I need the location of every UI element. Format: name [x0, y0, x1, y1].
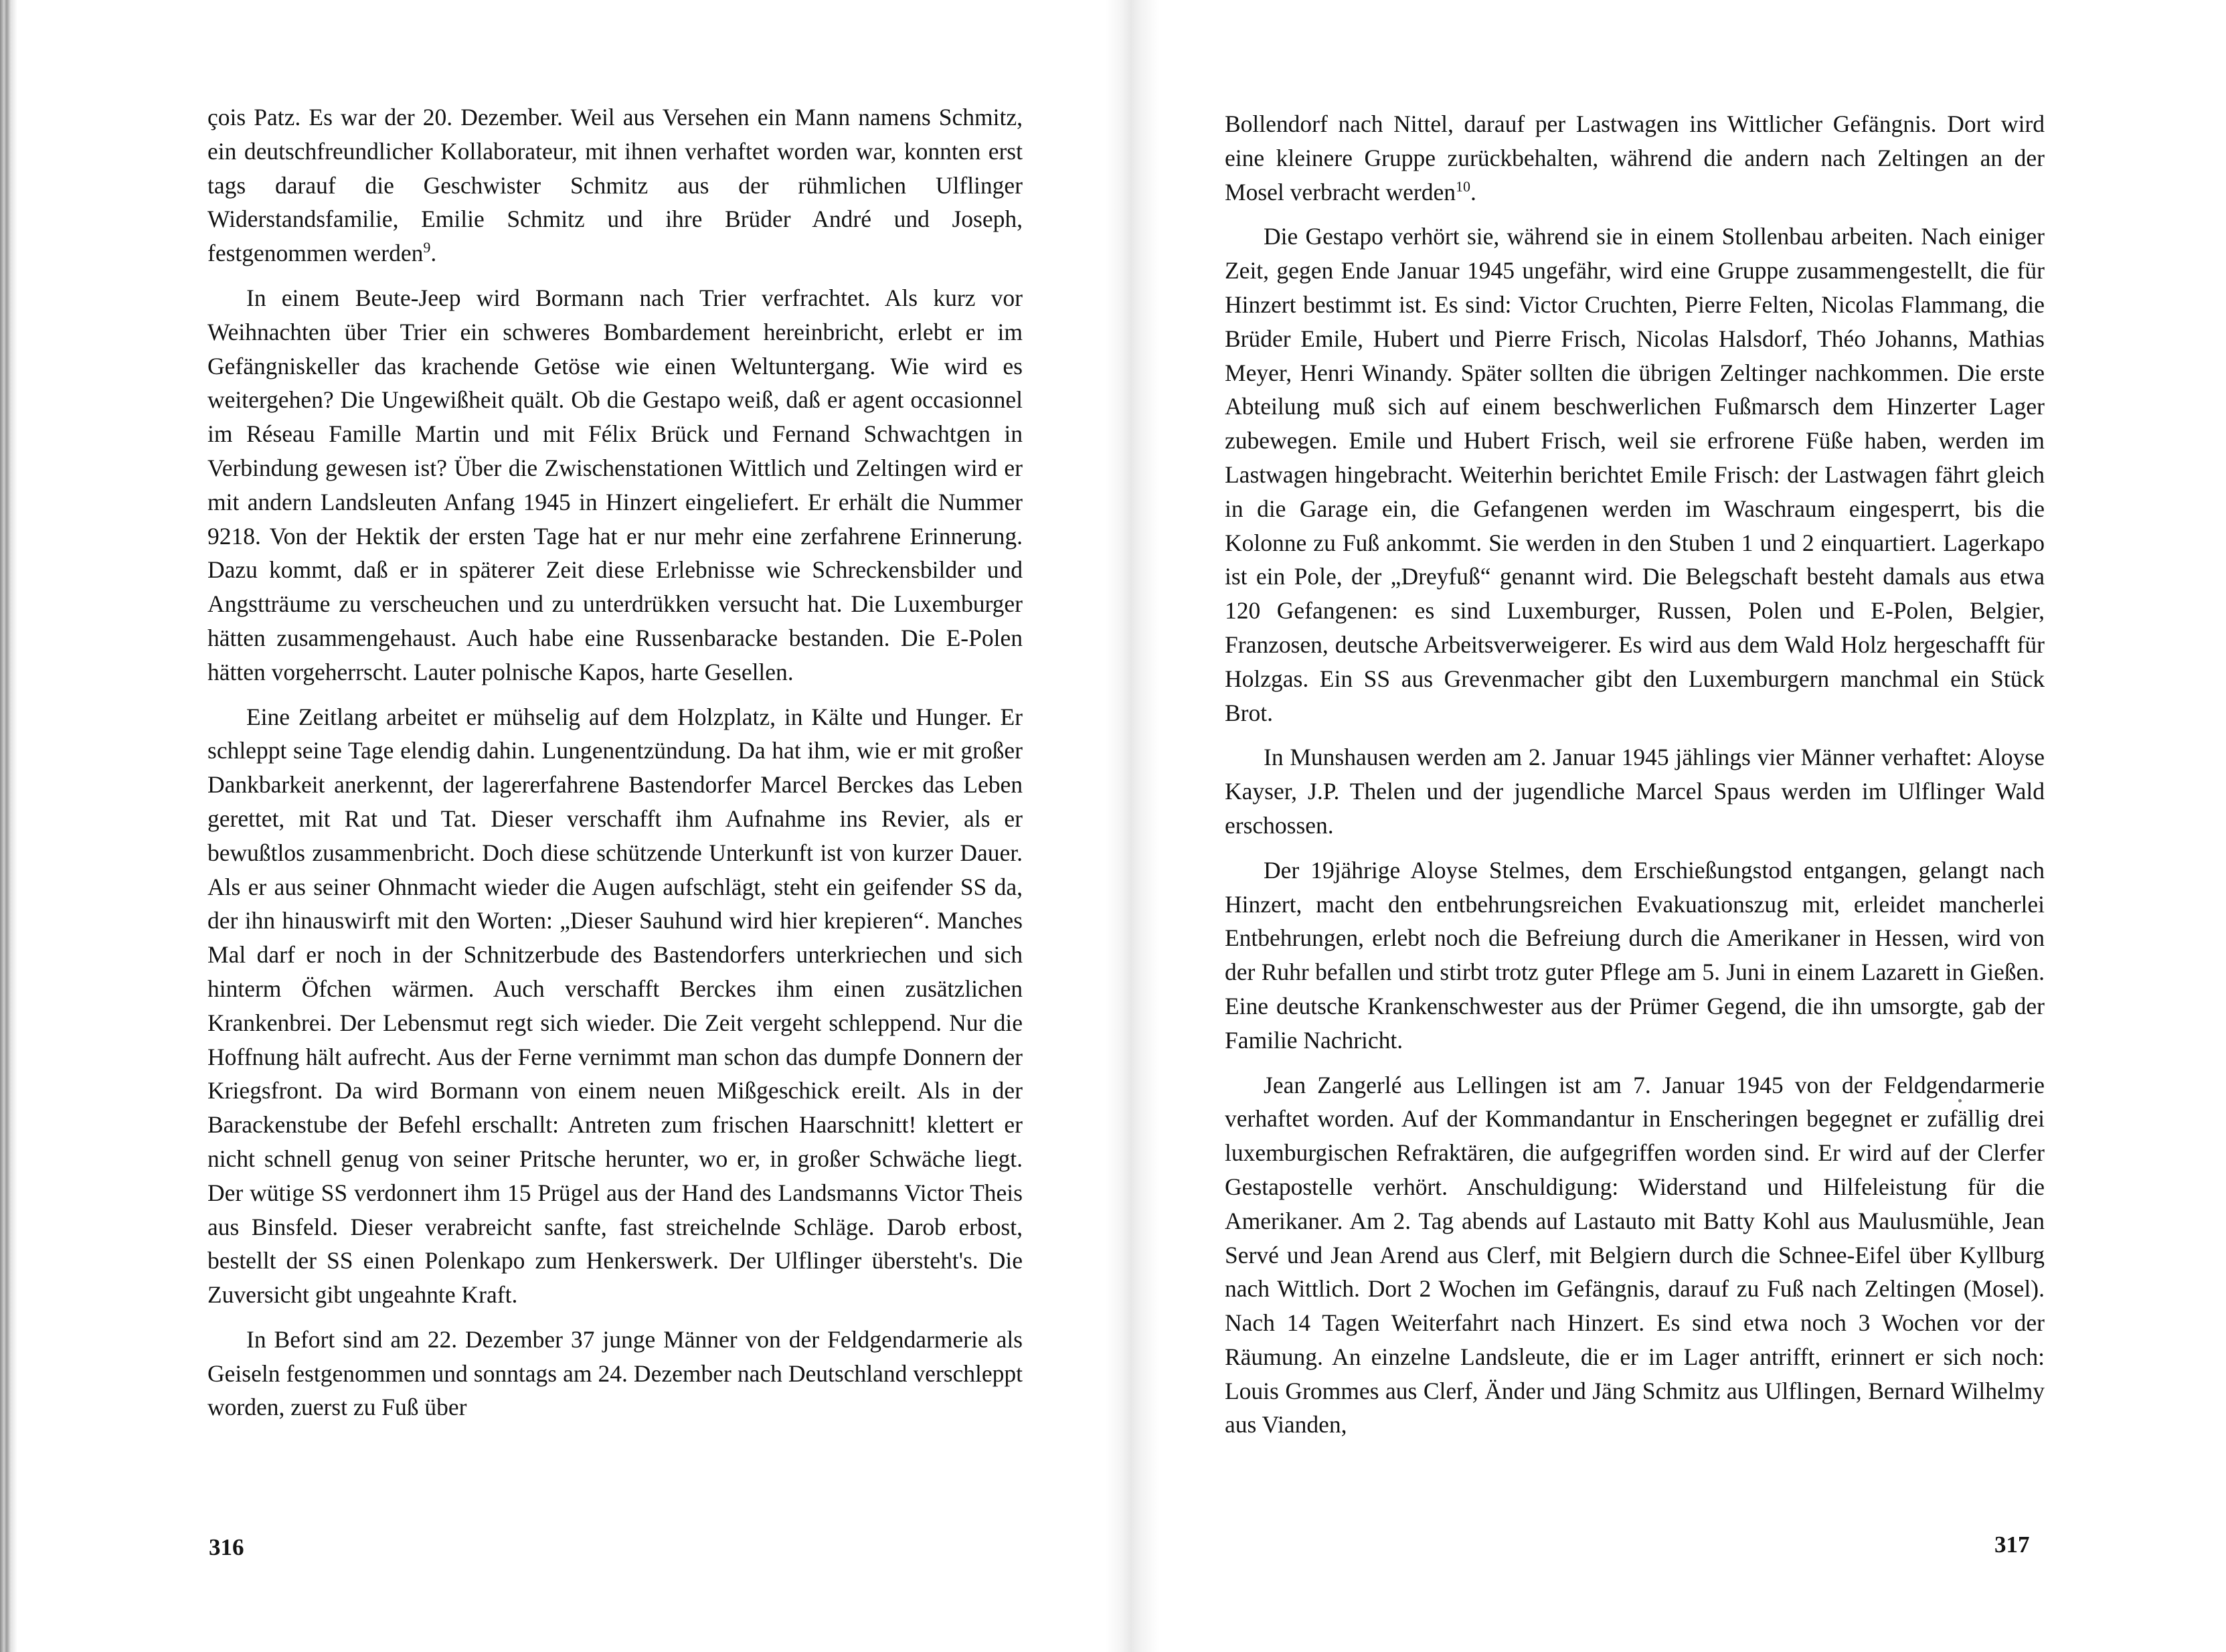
paragraph: Bollendorf nach Nittel, darauf per Lastwagen ins Wittlicher Gefängnis. Dort wird eine kleinere Gruppe zurückbehalten, während die andern nach Zeltingen an der Mosel verbracht werden$^{10}$. — [1225, 110, 2045, 205]
footnote-marker: 10 — [1456, 177, 1470, 195]
paragraph: Eine Zeitlang arbeitet er mühselig auf dem Holzplatz, in Kälte und Hunger. Er schleppt seine Tage elendig dahin. Lungenentzündung. Da hat ihm, wie er mit großer Dankbarkeit anerkennt, der lagererfahrene Bastendorfer Marcel Berckes das Leben gerettet, mit Rat und Tat. Dieser verschafft ihm Aufnahme ins Revier, als er bewußtlos zusammenbricht. Doch diese schützende Unterkunft ist von kurzer Dauer. Als er aus seiner Ohnmacht wieder die Augen aufschlägt, steht ein geifender SS da, der ihn hinauswirft mit den Worten: „Dieser Sauhund wird hier krepieren“. Manches Mal darf er noch in der Schnitzerbude des Bastendorfers unterkriechen und sich hinterm Öfchen wärmen. Auch verschafft Berckes ihm einen zusätzlichen Krankenbrei. Der Lebensmut regt sich wieder. Die Zeit vergeht schleppend. Nur die Hoffnung hält aufrecht. Aus der Ferne vernimmt man schon das dumpfe Donnern der Kriegsfront. Da wird Bormann von einem neuen Mißgeschick ereilt. Als in der Barackenstube der Befehl erschallt: Antreten zum frischen Haarschnitt! klettert er nicht schnell genug von seiner Pritsche herunter, wo er, in großer Schwäche liegt. Der wütige SS verdonnert ihm 15 Prügel aus der Hand des Landsmanns Victor Theis aus Binsfeld. Dieser verabreicht sanfte, fast streichelnde Schläge. Darob erbost, bestellt der SS einen Polenkapo zum Henkerswerk. Der Ulflinger übersteht's. Die Zuversicht gibt ungeahnte Kraft. — [207, 703, 1023, 1309]
footnote-marker: 9 — [423, 239, 431, 256]
page-number: 316 — [209, 1534, 244, 1560]
left-page-body — [207, 100, 1023, 1424]
paragraph: In Befort sind am 22. Dezember 37 junge Männer von der Feldgendarmerie als Geiseln festgenommen und sonntags am 24. Dezember nach Deutschland verschleppt worden, zuerst zu Fuß über — [207, 1325, 1023, 1421]
paragraph: In einem Beute-Jeep wird Bormann nach Trier verfrachtet. Als kurz vor Weihnachten über Trier ein schweres Bombardement hereinbricht, erlebt er im Gefängniskeller das krachende Getöse wie einen Weltuntergang. Wie wird es weitergehen? Die Ungewißheit quält. Ob die Gestapo weiß, daß er agent occasionnel im Réseau Famille Martin und mit Félix Brück und Fernand Schwachtgen in Verbindung gewesen ist? Über die Zwischenstationen Wittlich und Zeltingen wird er mit andern Landsleuten Anfang 1945 in Hinzert eingeliefert. Er erhält die Nummer 9218. Von der Hektik der ersten Tage hat er nur mehr eine zerfahrene Erinnerung. Dazu kommt, daß er in späterer Zeit diese Erlebnisse wie Schreckensbilder und Angstträume zu verscheuchen und zu unterdrükken versucht hat. Die Luxemburger hätten zusammengehaust. Auch habe eine Russenbaracke bestanden. Die E-Polen hätten vorgeherrscht. Lauter polnische Kapos, harte Gesellen. — [207, 284, 1023, 685]
paragraph: Jean Zangerlé aus Lellingen ist am 7. Januar 1945 von der Feldgendarmerie verhaftet worden. Auf der Kommandantur in Enscheringen begegnet er zufällig drei luxemburgischen Refraktären, die aufgegriffen worden sind. Er wird auf der Clerfer Gestapostelle verhört. Anschuldigung: Widerstand und Hilfeleistung für die Amerikaner. Am 2. Tag abends auf Lastauto mit Batty Kohl aus Maulusmühle, Jean Servé und Jean Arend aus Clerf, mit Belgiern durch die Schnee-Eifel über Kyllburg nach Wittlich. Dort 2 Wochen im Gefängnis, darauf zu Fuß nach Zeltingen (Mosel). Nach 14 Tagen Weiterfahrt nach Hinzert. Es sind etwa noch 3 Wochen vor der Räumung. An einzelne Landsleute, die er im Lager antrifft, erinnert er sich noch: Louis Grommes aus Clerf, Änder und Jäng Schmitz aus Ulflingen, Bernard Wilhelmy aus Vianden, — [1225, 1071, 2045, 1438]
paragraph: Die Gestapo verhört sie, während sie in einem Stollenbau arbeiten. Nach einiger Zeit, gegen Ende Januar 1945 ungefähr, wird eine Gruppe zusammengestellt, die für Hinzert bestimmt ist. Es sind: Victor Cruchten, Pierre Felten, Nicolas Flammang, die Brüder Emile, Hubert und Pierre Frisch, Nicolas Halsdorf, Théo Johanns, Mathias Meyer, Henri Winandy. Später sollten die übrigen Zeltinger nachkommen. Die erste Abteilung muß sich auf einem beschwerlichen Fußmarsch dem Hinzerter Lager zubewegen. Emile und Hubert Frisch, weil sie erfrorene Füße haben, werden im Lastwagen hingebracht. Weiterhin berichtet Emile Frisch: der Lastwagen fährt gleich in die Garage ein, die Gefangenen werden im Waschraum eingesperrt, bis die Kolonne zu Fuß ankommt. Sie werden in den Stuben 1 und 2 einquartiert. Lagerkapo ist ein Pole, der „Dreyfuß“ genannt wird. Die Belegschaft besteht damals aus etwa 120 Gefangenen: es sind Luxemburger, Russen, Polen und E-Polen, Belgier, Franzosen, deutsche Arbeitsverweigerer. Es wird aus dem Wald Holz hergeschafft für Holzgas. Ein SS aus Grevenmacher gibt den Luxemburgern manchmal ein Stück Brot. — [1225, 223, 2045, 726]
page-number: 317 — [1994, 1532, 2030, 1558]
paragraph: In Munshausen werden am 2. Januar 1945 jählings vier Männer verhaftet: Aloyse Kayser, J.P. Thelen und der jugendliche Marcel Spaus werden im Ulflinger Wald erschossen. — [1225, 744, 2045, 839]
right-page-body — [1225, 107, 2045, 1442]
right-page — [1131, 0, 2226, 1652]
paragraph: çois Patz. Es war der 20. Dezember. Weil aus Versehen ein Mann namens Schmitz, ein deutschfreundlicher Kollaborateur, mit ihnen verhaftet worden war, konnten erst tags darauf die Geschwister Schmitz aus der rühmlichen Ulflinger Widerstandsfamilie, Emilie Schmitz und ihre Brüder André und Joseph, festgenommen werden$^9$. — [207, 104, 1023, 267]
ink-speck — [1958, 1099, 1962, 1102]
paragraph: Der 19jährige Aloyse Stelmes, dem Erschießungstod entgangen, gelangt nach Hinzert, macht den entbehrungsreichen Evakuationszug mit, erleidet mancherlei Entbehrungen, erlebt noch die Befreiung durch die Amerikaner in Hessen, wird von der Ruhr befallen und stirbt trotz guter Pflege am 5. Juni in einem Lazarett in Gießen. Eine deutsche Krankenschwester aus der Prümer Gegend, die ihn umsorgte, gab der Familie Nachricht. — [1225, 856, 2045, 1054]
